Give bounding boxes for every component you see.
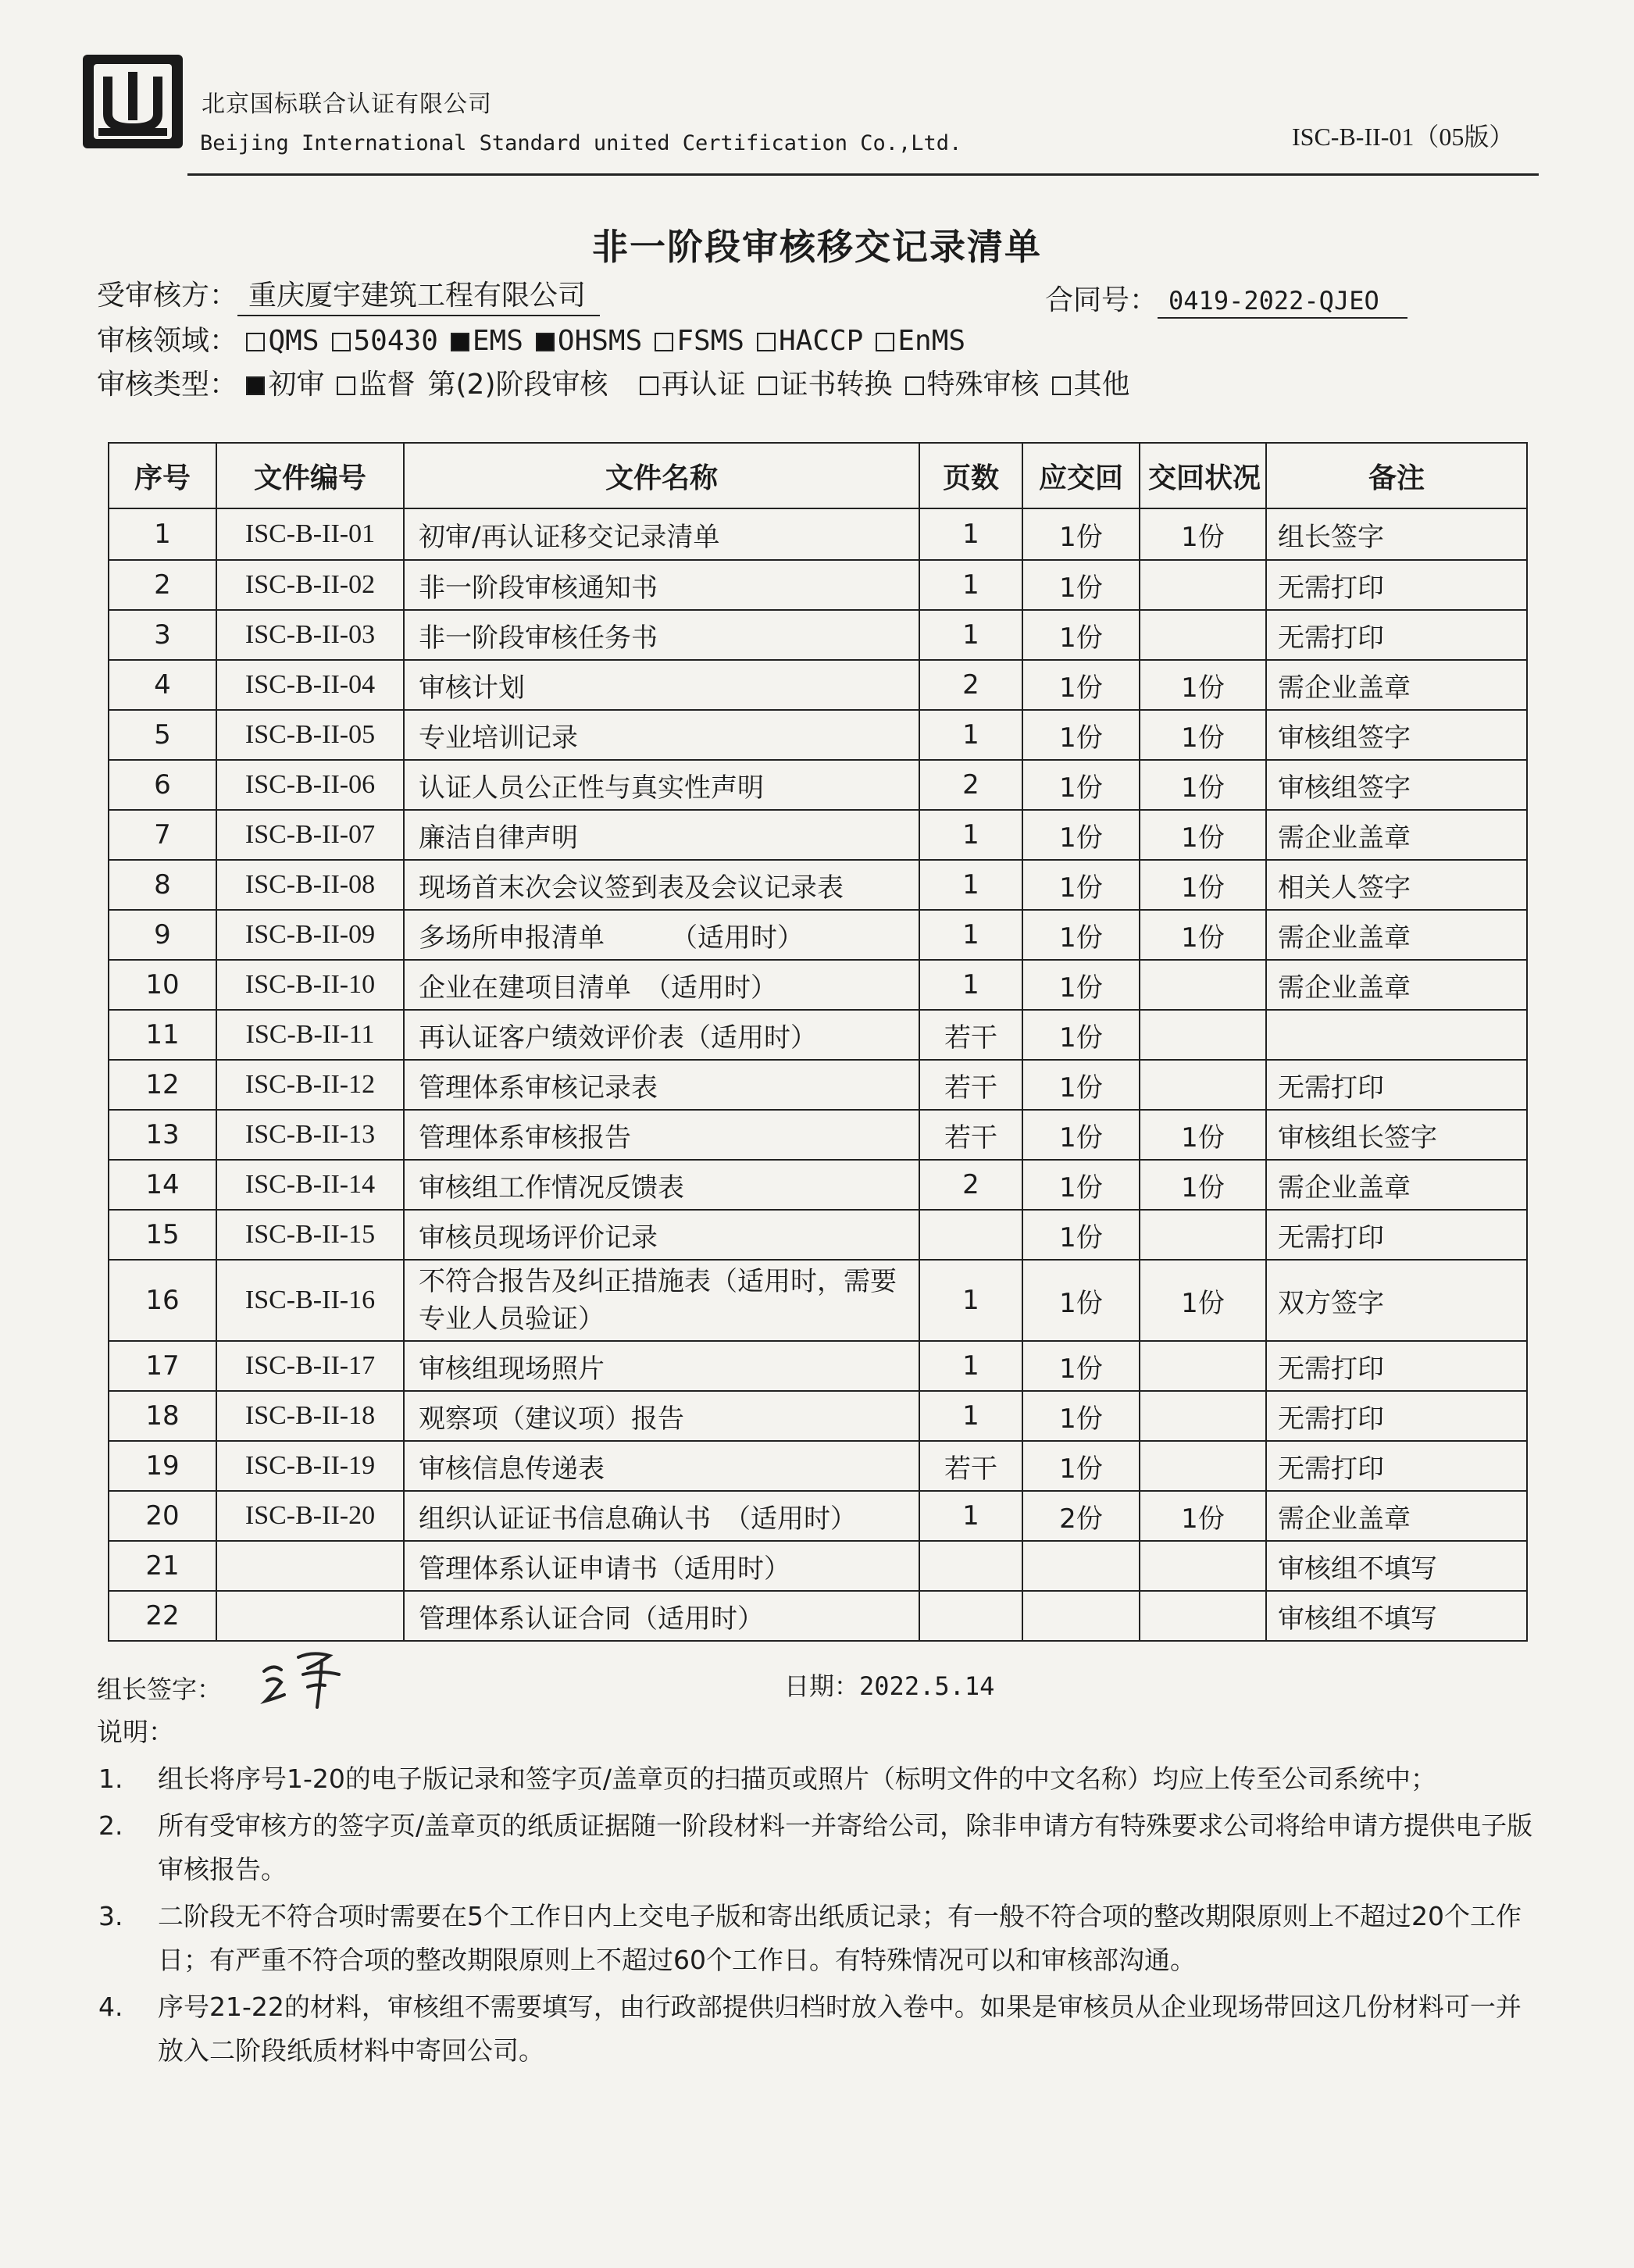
cell-doc-code: ISC-B-II-11 — [216, 1010, 404, 1060]
checkbox-option — [640, 362, 746, 402]
cell-due: 1份 — [1022, 1160, 1140, 1210]
checkbox-option — [1052, 362, 1130, 402]
table-row — [109, 1110, 1527, 1160]
cell-index: 21 — [109, 1541, 216, 1591]
checkbox-option — [246, 325, 319, 357]
table-row — [109, 508, 1527, 560]
table-row — [109, 1591, 1527, 1641]
cell-pages: 2 — [919, 760, 1022, 810]
cell-returned — [1140, 1060, 1266, 1110]
cell-remark: 需企业盖章 — [1266, 1160, 1527, 1210]
cell-remark: 无需打印 — [1266, 610, 1527, 660]
col-header-index: 序号 — [109, 443, 216, 508]
cell-remark: 需企业盖章 — [1266, 1491, 1527, 1541]
table-row — [109, 1541, 1527, 1591]
checkbox-option — [332, 325, 438, 357]
cell-returned: 1份 — [1140, 1110, 1266, 1160]
cell-due: 1份 — [1022, 1341, 1140, 1391]
cell-due — [1022, 1541, 1140, 1591]
cell-pages: 1 — [919, 860, 1022, 910]
contract-row — [1045, 278, 1407, 319]
cell-index: 18 — [109, 1391, 216, 1441]
table-row — [109, 960, 1527, 1010]
table-row — [109, 1210, 1527, 1260]
cell-remark: 相关人签字 — [1266, 860, 1527, 910]
cell-pages: 2 — [919, 660, 1022, 710]
cell-remark: 无需打印 — [1266, 1060, 1527, 1110]
table-row — [109, 1441, 1527, 1491]
table-row — [109, 860, 1527, 910]
cell-pages: 1 — [919, 1391, 1022, 1441]
cell-due: 1份 — [1022, 810, 1140, 860]
audit-field-options — [246, 325, 978, 357]
checkbox-label: FSMS — [676, 325, 744, 357]
cell-pages — [919, 1591, 1022, 1641]
cell-due: 1份 — [1022, 660, 1140, 710]
audit-field-row — [97, 319, 978, 358]
cell-doc-code: ISC-B-II-01 — [216, 508, 404, 560]
cell-returned — [1140, 1441, 1266, 1491]
checkbox-option — [876, 325, 965, 357]
cell-doc-code: ISC-B-II-20 — [216, 1491, 404, 1541]
table-row — [109, 1491, 1527, 1541]
company-name-cn: 北京国标联合认证有限公司 — [202, 91, 492, 118]
col-header-doc-name: 文件名称 — [404, 443, 919, 508]
cell-index: 1 — [109, 508, 216, 560]
cell-pages: 若干 — [919, 1441, 1022, 1491]
cell-returned — [1140, 1010, 1266, 1060]
note-text: 序号21-22的材料，审核组不需要填写，由行政部提供归档时放入卷中。如果是审核员从企业现场带回这几份材料可一并放入二阶段纸质材料中寄回公司。 — [158, 1992, 1522, 2066]
cell-doc-code: ISC-B-II-14 — [216, 1160, 404, 1210]
cell-due: 1份 — [1022, 860, 1140, 910]
checked-box-icon — [246, 376, 265, 395]
cell-due: 1份 — [1022, 960, 1140, 1010]
cell-remark: 无需打印 — [1266, 1391, 1527, 1441]
cell-index: 15 — [109, 1210, 216, 1260]
cell-returned: 1份 — [1140, 508, 1266, 560]
cell-due: 1份 — [1022, 1260, 1140, 1341]
audit-type-row — [97, 362, 1143, 402]
unchecked-box-icon — [246, 333, 265, 351]
note-item — [97, 1895, 1534, 1982]
contract-label: 合同号： — [1045, 284, 1158, 316]
table-row — [109, 610, 1527, 660]
cell-doc-name: 非一阶段审核通知书 — [404, 560, 919, 610]
table-row — [109, 1391, 1527, 1441]
checkbox-label: EMS — [472, 325, 523, 357]
cell-due: 2份 — [1022, 1491, 1140, 1541]
cell-doc-name: 专业培训记录 — [404, 710, 919, 760]
cell-returned — [1140, 1341, 1266, 1391]
table-body — [109, 508, 1527, 1641]
cell-doc-name: 管理体系认证申请书（适用时） — [404, 1541, 919, 1591]
cell-index: 8 — [109, 860, 216, 910]
cell-due: 1份 — [1022, 1391, 1140, 1441]
cell-due: 1份 — [1022, 1010, 1140, 1060]
table-row — [109, 560, 1527, 610]
cell-doc-name: 管理体系审核记录表 — [404, 1060, 919, 1110]
cell-pages: 1 — [919, 910, 1022, 960]
checkbox-label: 初审 — [268, 369, 325, 401]
cell-doc-code: ISC-B-II-09 — [216, 910, 404, 960]
unchecked-box-icon — [876, 333, 894, 351]
cell-index: 4 — [109, 660, 216, 710]
cell-index: 11 — [109, 1010, 216, 1060]
handwritten-signature — [258, 1640, 359, 1710]
unchecked-box-icon — [655, 333, 673, 351]
cell-pages: 1 — [919, 1491, 1022, 1541]
checkbox-label: 其他 — [1073, 369, 1130, 401]
cell-doc-name: 观察项（建议项）报告 — [404, 1391, 919, 1441]
cell-index: 20 — [109, 1491, 216, 1541]
cell-doc-name: 现场首末次会议签到表及会议记录表 — [404, 860, 919, 910]
cell-doc-name: 审核信息传递表 — [404, 1441, 919, 1491]
cell-doc-code: ISC-B-II-07 — [216, 810, 404, 860]
cell-remark: 需企业盖章 — [1266, 960, 1527, 1010]
col-header-returned: 交回状况 — [1140, 443, 1266, 508]
cell-due: 1份 — [1022, 910, 1140, 960]
cell-index: 12 — [109, 1060, 216, 1110]
cell-doc-name: 管理体系审核报告 — [404, 1110, 919, 1160]
note-item — [97, 1985, 1534, 2073]
table-row — [109, 1160, 1527, 1210]
cell-returned: 1份 — [1140, 710, 1266, 760]
note-text: 二阶段无不符合项时需要在5个工作日内上交电子版和寄出纸质记录；有一般不符合项的整改期限原则上不超过20个工作日；有严重不符合项的整改期限原则上不超过60个工作日。有特殊情况可以和审核部沟通。 — [158, 1901, 1522, 1975]
unchecked-box-icon — [758, 376, 777, 395]
document-title: 非一阶段审核移交记录清单 — [592, 226, 1042, 268]
note-text: 所有受审核方的签字页/盖章页的纸质证据随一阶段材料一并寄给公司，除非申请方有特殊要求公司将给申请方提供电子版审核报告。 — [158, 1810, 1533, 1885]
cell-returned — [1140, 1210, 1266, 1260]
cell-returned: 1份 — [1140, 1260, 1266, 1341]
checkbox-option — [451, 325, 523, 357]
cell-doc-code: ISC-B-II-06 — [216, 760, 404, 810]
company-name-en: Beijing International Standard united Certification Co.,Ltd. — [200, 131, 962, 155]
cell-index: 9 — [109, 910, 216, 960]
cell-returned: 1份 — [1140, 1160, 1266, 1210]
cell-index: 14 — [109, 1160, 216, 1210]
cell-returned — [1140, 960, 1266, 1010]
cell-pages: 1 — [919, 560, 1022, 610]
cell-returned — [1140, 1541, 1266, 1591]
cell-remark: 无需打印 — [1266, 1441, 1527, 1491]
cell-pages: 2 — [919, 1160, 1022, 1210]
checkbox-option — [758, 362, 893, 402]
cell-pages: 1 — [919, 1341, 1022, 1391]
unchecked-box-icon — [332, 333, 351, 351]
cell-doc-name: 认证人员公正性与真实性声明 — [404, 760, 919, 810]
cell-pages: 若干 — [919, 1060, 1022, 1110]
cell-remark: 审核组签字 — [1266, 710, 1527, 760]
cell-doc-code: ISC-B-II-05 — [216, 710, 404, 760]
cell-doc-code: ISC-B-II-10 — [216, 960, 404, 1010]
checkbox-label: EnMS — [897, 325, 966, 357]
table-row — [109, 760, 1527, 810]
cell-remark — [1266, 1010, 1527, 1060]
cell-doc-code: ISC-B-II-16 — [216, 1260, 404, 1341]
leader-signature-label: 组长签字： — [97, 1674, 223, 1704]
table-row — [109, 660, 1527, 710]
cell-pages: 1 — [919, 508, 1022, 560]
note-text: 组长将序号1-20的电子版记录和签字页/盖章页的扫描页或照片（标明文件的中文名称）均应上传至公司系统中； — [158, 1763, 1437, 1794]
cell-index: 3 — [109, 610, 216, 660]
cell-remark: 组长签字 — [1266, 508, 1527, 560]
cell-index: 16 — [109, 1260, 216, 1341]
cell-doc-name: 管理体系认证合同（适用时） — [404, 1591, 919, 1641]
note-number: 1. — [98, 1763, 123, 1794]
cell-returned — [1140, 610, 1266, 660]
form-code: ISC-B-II-01（05版） — [1292, 123, 1514, 151]
cell-returned: 1份 — [1140, 660, 1266, 710]
cell-doc-code: ISC-B-II-12 — [216, 1060, 404, 1110]
cell-doc-code: ISC-B-II-13 — [216, 1110, 404, 1160]
checkbox-label: 特殊审核 — [926, 369, 1040, 401]
cell-due: 1份 — [1022, 760, 1140, 810]
table-row — [109, 1060, 1527, 1110]
cell-pages: 1 — [919, 960, 1022, 1010]
cell-returned: 1份 — [1140, 1491, 1266, 1541]
checkbox-option — [757, 325, 863, 357]
cell-pages: 若干 — [919, 1010, 1022, 1060]
checked-box-icon — [451, 333, 469, 351]
cell-pages — [919, 1210, 1022, 1260]
cell-due: 1份 — [1022, 508, 1140, 560]
cell-due: 1份 — [1022, 610, 1140, 660]
cell-doc-name: 不符合报告及纠正措施表（适用时，需要专业人员验证） — [404, 1260, 919, 1341]
note-item — [97, 1757, 1534, 1801]
cell-pages: 1 — [919, 1260, 1022, 1341]
cell-index: 19 — [109, 1441, 216, 1491]
cell-doc-code: ISC-B-II-17 — [216, 1341, 404, 1391]
cell-doc-name: 审核计划 — [404, 660, 919, 710]
col-header-doc-code: 文件编号 — [216, 443, 404, 508]
handover-records-table — [108, 442, 1528, 1642]
table-header-row — [109, 443, 1527, 508]
cell-pages: 1 — [919, 610, 1022, 660]
date-row — [784, 1667, 994, 1703]
cell-doc-code — [216, 1591, 404, 1641]
cell-doc-code: ISC-B-II-04 — [216, 660, 404, 710]
checkbox-label: 50430 — [353, 325, 438, 357]
cell-due: 1份 — [1022, 560, 1140, 610]
header-divider — [187, 173, 1539, 176]
table-row — [109, 1341, 1527, 1391]
cell-doc-code: ISC-B-II-19 — [216, 1441, 404, 1491]
cell-pages — [919, 1541, 1022, 1591]
cell-index: 2 — [109, 560, 216, 610]
cell-remark: 审核组长签字 — [1266, 1110, 1527, 1160]
notes-title: 说明： — [97, 1717, 174, 1747]
note-number: 4. — [98, 1992, 123, 2022]
checked-box-icon — [536, 333, 555, 351]
checkbox-label: HACCP — [778, 325, 864, 357]
table-row — [109, 910, 1527, 960]
cell-doc-code — [216, 1541, 404, 1591]
cell-doc-name: 多场所申报清单 （适用时） — [404, 910, 919, 960]
cell-due: 1份 — [1022, 1441, 1140, 1491]
checkbox-option — [246, 362, 324, 402]
unchecked-box-icon — [337, 376, 355, 395]
checkbox-option — [655, 325, 744, 357]
stage-text: 第(2)阶段审核 — [427, 369, 608, 401]
cell-due: 1份 — [1022, 1060, 1140, 1110]
checkbox-label: QMS — [268, 325, 319, 357]
cell-due — [1022, 1591, 1140, 1641]
auditee-label: 受审核方： — [97, 280, 238, 312]
cell-remark: 无需打印 — [1266, 1210, 1527, 1260]
auditee-value: 重庆厦宇建筑工程有限公司 — [237, 273, 600, 316]
unchecked-box-icon — [640, 376, 658, 395]
checkbox-label: 再认证 — [661, 369, 746, 401]
cell-due: 1份 — [1022, 1110, 1140, 1160]
cell-index: 7 — [109, 810, 216, 860]
table-row — [109, 1010, 1527, 1060]
audit-type-options — [246, 369, 1142, 401]
cell-doc-name: 审核组工作情况反馈表 — [404, 1160, 919, 1210]
cell-pages: 1 — [919, 810, 1022, 860]
note-number: 3. — [98, 1901, 123, 1931]
cell-index: 5 — [109, 710, 216, 760]
cell-pages: 1 — [919, 710, 1022, 760]
cell-returned: 1份 — [1140, 810, 1266, 860]
table-row — [109, 710, 1527, 760]
cell-index: 6 — [109, 760, 216, 810]
col-header-pages: 页数 — [919, 443, 1022, 508]
cell-doc-name: 再认证客户绩效评价表（适用时） — [404, 1010, 919, 1060]
cell-remark: 需企业盖章 — [1266, 810, 1527, 860]
unchecked-box-icon — [1052, 376, 1071, 395]
cell-pages: 若干 — [919, 1110, 1022, 1160]
cell-doc-code: ISC-B-II-15 — [216, 1210, 404, 1260]
checkbox-option — [337, 362, 415, 402]
auditee-row — [97, 273, 600, 316]
cell-index: 22 — [109, 1591, 216, 1641]
cell-due: 1份 — [1022, 710, 1140, 760]
unchecked-box-icon — [905, 376, 924, 395]
cell-index: 13 — [109, 1110, 216, 1160]
cell-doc-code: ISC-B-II-18 — [216, 1391, 404, 1441]
cell-doc-name: 审核组现场照片 — [404, 1341, 919, 1391]
table-row — [109, 1260, 1527, 1341]
cell-returned: 1份 — [1140, 910, 1266, 960]
cell-doc-name: 廉洁自律声明 — [404, 810, 919, 860]
cell-doc-code: ISC-B-II-03 — [216, 610, 404, 660]
checkbox-option — [905, 362, 1040, 402]
date-label: 日期： — [784, 1671, 860, 1701]
cell-remark: 需企业盖章 — [1266, 660, 1527, 710]
cell-doc-name: 非一阶段审核任务书 — [404, 610, 919, 660]
cell-remark: 双方签字 — [1266, 1260, 1527, 1341]
note-number: 2. — [98, 1810, 123, 1841]
col-header-remark: 备注 — [1266, 443, 1527, 508]
cell-remark: 审核组不填写 — [1266, 1591, 1527, 1641]
table-row — [109, 810, 1527, 860]
cell-index: 17 — [109, 1341, 216, 1391]
checkbox-option — [536, 325, 642, 357]
cell-doc-name: 初审/再认证移交记录清单 — [404, 508, 919, 560]
cell-returned — [1140, 1591, 1266, 1641]
cell-returned — [1140, 560, 1266, 610]
cell-doc-name: 企业在建项目清单 （适用时） — [404, 960, 919, 1010]
checkbox-label: 监督 — [359, 369, 416, 401]
cell-remark: 审核组不填写 — [1266, 1541, 1527, 1591]
note-item — [97, 1804, 1534, 1892]
cell-doc-name: 审核员现场评价记录 — [404, 1210, 919, 1260]
audit-type-label: 审核类型： — [97, 369, 238, 401]
cell-doc-code: ISC-B-II-08 — [216, 860, 404, 910]
date-value: 2022.5.14 — [859, 1671, 995, 1701]
unchecked-box-icon — [757, 333, 776, 351]
cell-remark: 无需打印 — [1266, 1341, 1527, 1391]
checkbox-label: 证书转换 — [780, 369, 893, 401]
checkbox-label: OHSMS — [557, 325, 643, 357]
cell-returned: 1份 — [1140, 760, 1266, 810]
contract-value: 0419-2022-QJEO — [1158, 286, 1407, 319]
cell-due: 1份 — [1022, 1210, 1140, 1260]
notes-section — [97, 1710, 1534, 2076]
cell-remark: 审核组签字 — [1266, 760, 1527, 810]
company-logo-icon — [81, 53, 184, 150]
audit-field-label: 审核领域： — [97, 325, 238, 357]
cell-remark: 需企业盖章 — [1266, 910, 1527, 960]
cell-returned — [1140, 1391, 1266, 1441]
cell-doc-code: ISC-B-II-02 — [216, 560, 404, 610]
cell-index: 10 — [109, 960, 216, 1010]
cell-doc-name: 组织认证证书信息确认书 （适用时） — [404, 1491, 919, 1541]
cell-remark: 无需打印 — [1266, 560, 1527, 610]
col-header-due: 应交回 — [1022, 443, 1140, 508]
cell-returned: 1份 — [1140, 860, 1266, 910]
